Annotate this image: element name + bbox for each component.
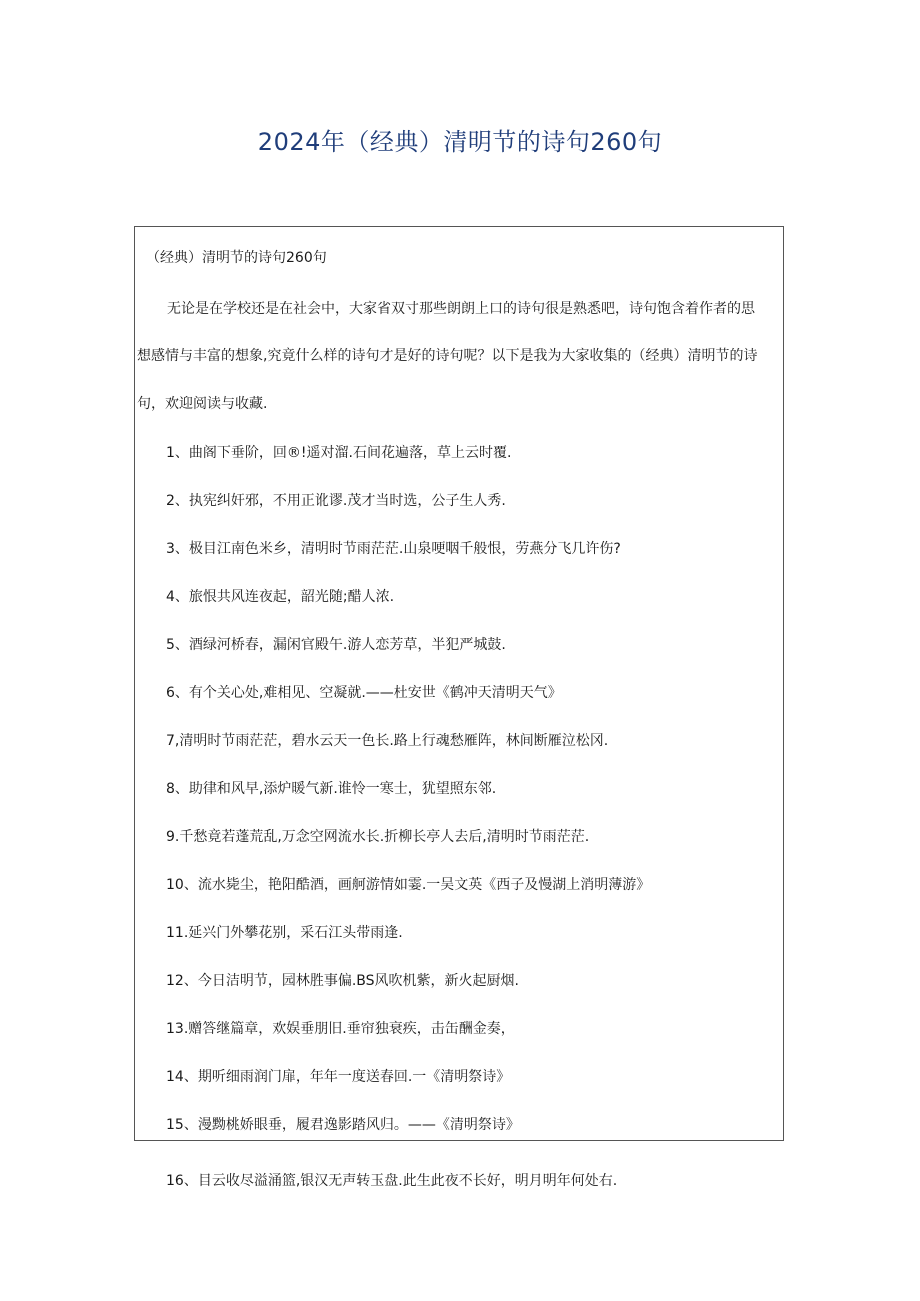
poem-line-15: 15、漫黝桃娇眼垂，履君逸影踏风归。——《清明祭诗》 xyxy=(166,1117,520,1133)
poem-line-5: 5、酒绿河桥春，漏闲官殿午.游人恋芳草，半犯严城鼓. xyxy=(166,637,506,653)
poem-line-9: 9.千愁竟若蓬荒乱,万念空网流水长.折柳长亭人去后,清明时节雨茫茫. xyxy=(166,829,590,845)
poem-line-8: 8、助律和风早,添炉暖气新.谁怜一寒士，犹望照东邻. xyxy=(166,781,497,797)
poem-line-12: 12、今日洁明节，园林胜事偏.BS风吹机紫，新火起厨烟. xyxy=(166,973,519,989)
poem-line-4: 4、旅恨共风连夜起，韶光随;醋人浓. xyxy=(166,589,395,605)
intro-line-1: 无论是在学校还是在社会中，大家省双寸那些朗朗上口的诗句很是熟悉吧，诗句饱含着作者的思 xyxy=(167,301,755,317)
poem-line-16: 16、目云收尽溢涌篮,银汉无声转玉盘.此生此夜不长好，明月明年何处右. xyxy=(166,1173,618,1189)
intro-line-3: 句，欢迎阅读与收藏. xyxy=(137,396,268,412)
poem-line-13: 13.赠答继篇章，欢娱垂朋旧.垂帘独衰疾，击缶酬金奏， xyxy=(166,1021,515,1037)
poem-line-10: 10、流水毙尘，艳阳酷酒，画舸游情如霎.一吴文英《西子及慢湖上消明薄游》 xyxy=(166,877,651,893)
document-title: 2024年（经典）清明节的诗句260句 xyxy=(257,128,663,156)
intro-line-2: 想感情与丰富的想象,究竟什么样的诗句才是好的诗句呢？以下是我为大家收集的（经典）清明节的诗 xyxy=(137,348,758,364)
poem-line-1: 1、曲阁下垂阶，回®!遥对溜.石间花遍落，草上云时覆. xyxy=(166,445,512,461)
poem-line-14: 14、期听细雨润门扉，年年一度送春回.一《清明祭诗》 xyxy=(166,1069,511,1085)
poem-line-11: 11.延兴门外攀花别，采石江头带雨逢. xyxy=(166,925,403,941)
poem-line-3: 3、极目江南色米乡，清明时节雨茫茫.山泉哽咽千般恨，劳燕分飞几许伤? xyxy=(166,541,621,557)
poem-line-6: 6、有个关心处,难相见、空凝就.——杜安世《鹤冲天清明天气》 xyxy=(166,685,562,701)
box-heading: （经典）清明节的诗句260句 xyxy=(146,250,327,266)
poem-line-2: 2、执宪纠奸邪，不用正讹谬.茂才当时选，公子生人秀. xyxy=(166,493,506,509)
poem-line-7: 7,清明时节雨茫茫，碧水云天一色长.路上行魂愁雁阵，林间断雁泣松冈. xyxy=(166,733,609,749)
